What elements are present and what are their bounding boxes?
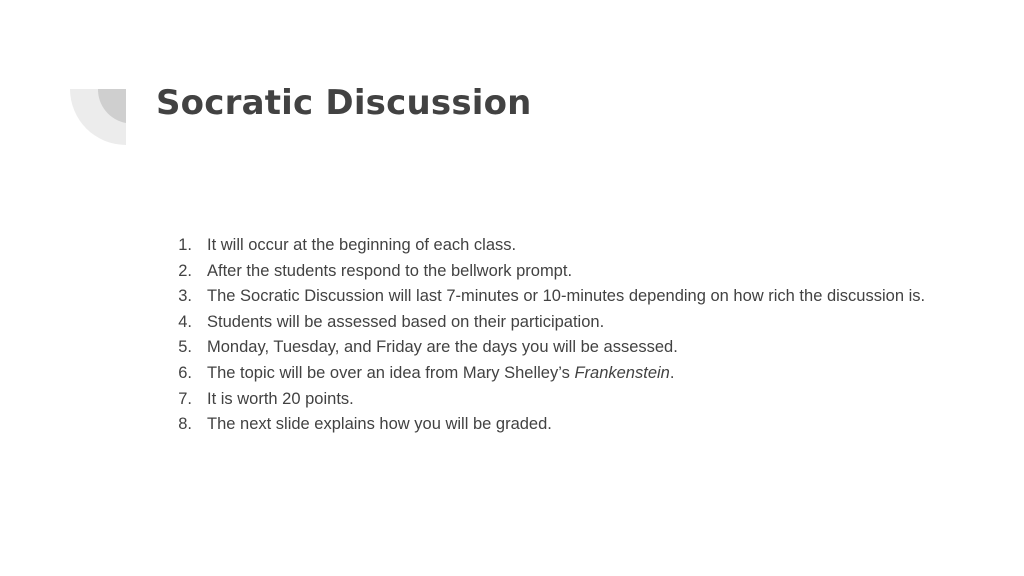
list-item [170,233,930,259]
book-title: Frankenstein [574,363,670,382]
list-number: 7. [178,389,192,408]
list-item [170,335,930,361]
decorative-quarter-circle-icon [70,89,126,145]
list-number: 4. [178,312,192,331]
list-number: 5. [178,338,192,357]
list-item [170,412,930,438]
list-item [170,259,930,285]
list-item [170,387,930,413]
list-item-text-end: . [669,363,675,382]
list-item-text: Students will be assessed based on their participation. [207,312,605,331]
list-item-text-lead: The topic will be over an idea from Mary Shelley’s [207,363,575,382]
numbered-list [170,233,930,438]
list-item [170,284,930,310]
list-number: 2. [178,261,192,280]
list-number: 1. [178,236,192,254]
slide-title: Socratic Discussion [156,83,532,123]
list-item-text: After the students respond to the bellwork prompt. [207,261,573,280]
list-item-text: The Socratic Discussion will last 7-minutes or 10-minutes depending on how rich the discussion is. [207,287,926,306]
list-number: 6. [178,363,192,382]
list-number: 3. [178,287,192,306]
list-number: 8. [178,415,192,434]
list-item [170,361,930,387]
list-item-text: Monday, Tuesday, and Friday are the days you will be assessed. [207,338,678,357]
list-item-text: The next slide explains how you will be graded. [207,415,552,434]
list-item-text: It is worth 20 points. [207,389,354,408]
list-item-text: It will occur at the beginning of each class. [207,236,517,254]
list-item [170,310,930,336]
list-item-text [207,364,674,382]
